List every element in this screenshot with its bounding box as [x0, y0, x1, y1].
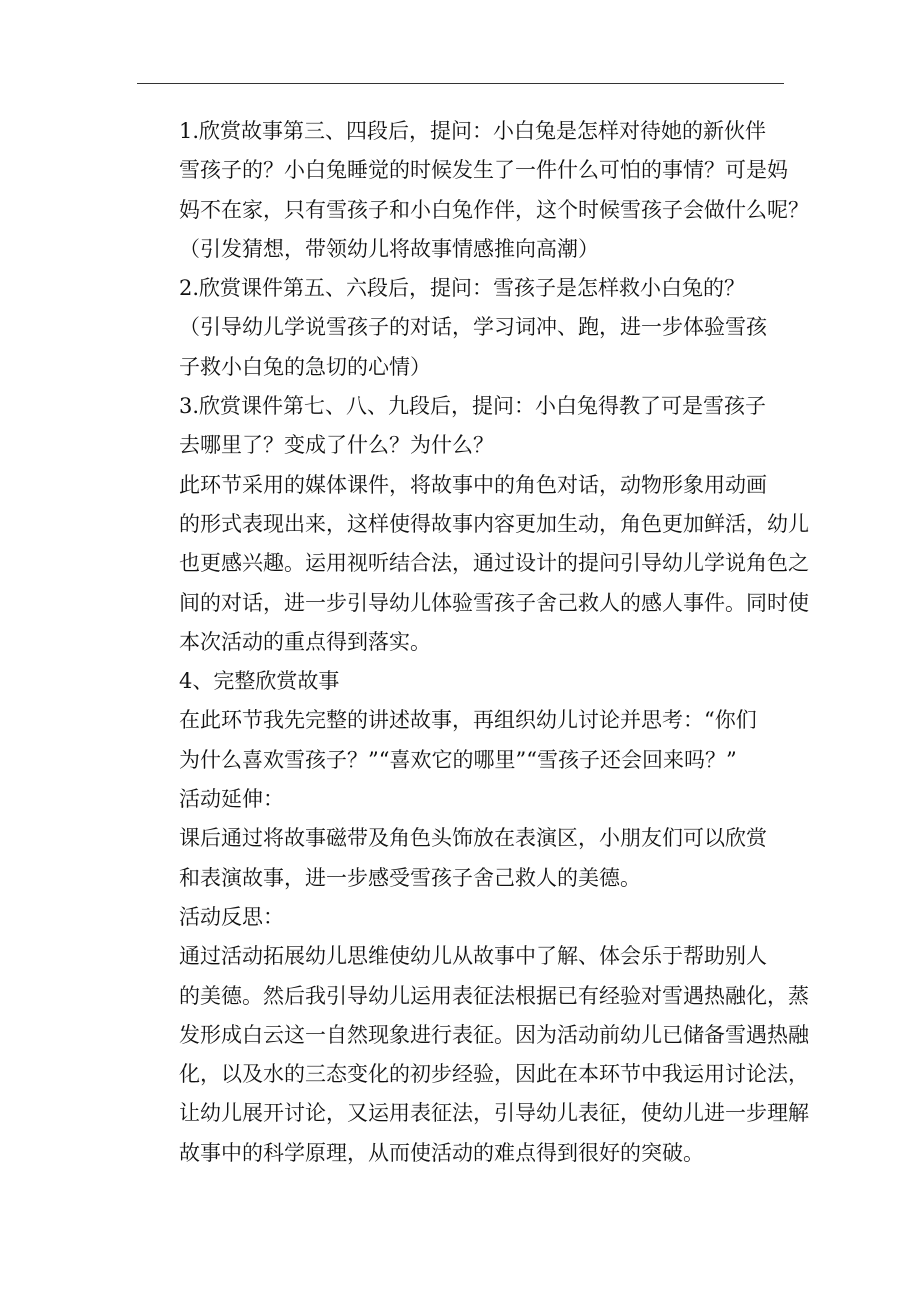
text-line: 为什么喜欢雪孩子？”“喜欢它的哪里”“雪孩子还会回来吗？”: [179, 747, 737, 772]
text-line: 也更感兴趣。运用视听结合法，通过设计的提问引导幼儿学说角色之: [179, 551, 809, 576]
text-line: 子救小白兔的急切的心情）: [179, 354, 431, 379]
paragraph: [137, 112, 809, 269]
text-line: 活动反思：: [179, 904, 284, 929]
text-line: 2.欣赏课件第五、六段后，提问：雪孩子是怎样救小白兔的？: [179, 276, 746, 301]
text-line: 4、完整欣赏故事: [179, 669, 340, 694]
paragraph: [137, 466, 809, 662]
header-rule: [137, 83, 784, 84]
text-line: 故事中的科学原理，从而使活动的难点得到很好的突破。: [179, 1140, 704, 1165]
text-line: 发形成白云这一自然现象进行表征。因为活动前幼儿已储备雪遇热融: [179, 1022, 809, 1047]
paragraph: [137, 780, 797, 819]
text-line: （引导幼儿学说雪孩子的对话，学习词冲、跑，进一步体验雪孩: [179, 315, 767, 340]
text-line: 去哪里了？变成了什么？为什么？: [179, 433, 494, 458]
paragraph: [137, 269, 797, 308]
text-line: 的美德。然后我引导幼儿运用表征法根据已有经验对雪遇热融化，蒸: [179, 983, 809, 1008]
text-line: 的形式表现出来，这样使得故事内容更加生动，角色更加鲜活，幼儿: [179, 511, 809, 536]
paragraph: [137, 898, 797, 937]
text-line: 通过活动拓展幼儿思维使幼儿从故事中了解、体会乐于帮助别人: [179, 944, 767, 969]
text-line: 本次活动的重点得到落实。: [179, 629, 431, 654]
paragraph: [137, 937, 809, 1173]
text-line: 雪孩子的？小白兔睡觉的时候发生了一件什么可怕的事情？可是妈: [179, 158, 788, 183]
text-line: 妈不在家，只有雪孩子和小白兔作伴，这个时候雪孩子会做什么呢？: [179, 197, 809, 222]
paragraph: [137, 701, 797, 780]
text-line: （引发猜想，带领幼儿将故事情感推向高潮）: [179, 236, 599, 261]
text-line: 化，以及水的三态变化的初步经验，因此在本环节中我运用讨论法，: [179, 1062, 809, 1087]
paragraph: [137, 308, 797, 387]
text-line: 和表演故事，进一步感受雪孩子舍己救人的美德。: [179, 865, 641, 890]
text-line: 课后通过将故事磁带及角色头饰放在表演区，小朋友们可以欣赏: [179, 826, 767, 851]
text-line: 让幼儿展开讨论，又运用表征法，引导幼儿表征，使幼儿进一步理解: [179, 1101, 809, 1126]
text-line: 此环节采用的媒体课件，将故事中的角色对话，动物形象用动画: [179, 472, 767, 497]
text-line: 在此环节我先完整的讲述故事，再组织幼儿讨论并思考：“你们: [179, 708, 757, 733]
text-line: 1.欣赏故事第三、四段后，提问：小白兔是怎样对待她的新伙伴: [179, 119, 767, 143]
text-line: 3.欣赏课件第七、八、九段后，提问：小白兔得教了可是雪孩子: [179, 394, 767, 419]
text-line: 间的对话，进一步引导幼儿体验雪孩子舍己救人的感人事件。同时使: [179, 590, 809, 615]
paragraph: [137, 819, 797, 898]
document-body: [137, 112, 809, 1173]
paragraph: [137, 662, 797, 701]
paragraph: [137, 387, 797, 466]
text-line: 活动延伸：: [179, 787, 284, 812]
